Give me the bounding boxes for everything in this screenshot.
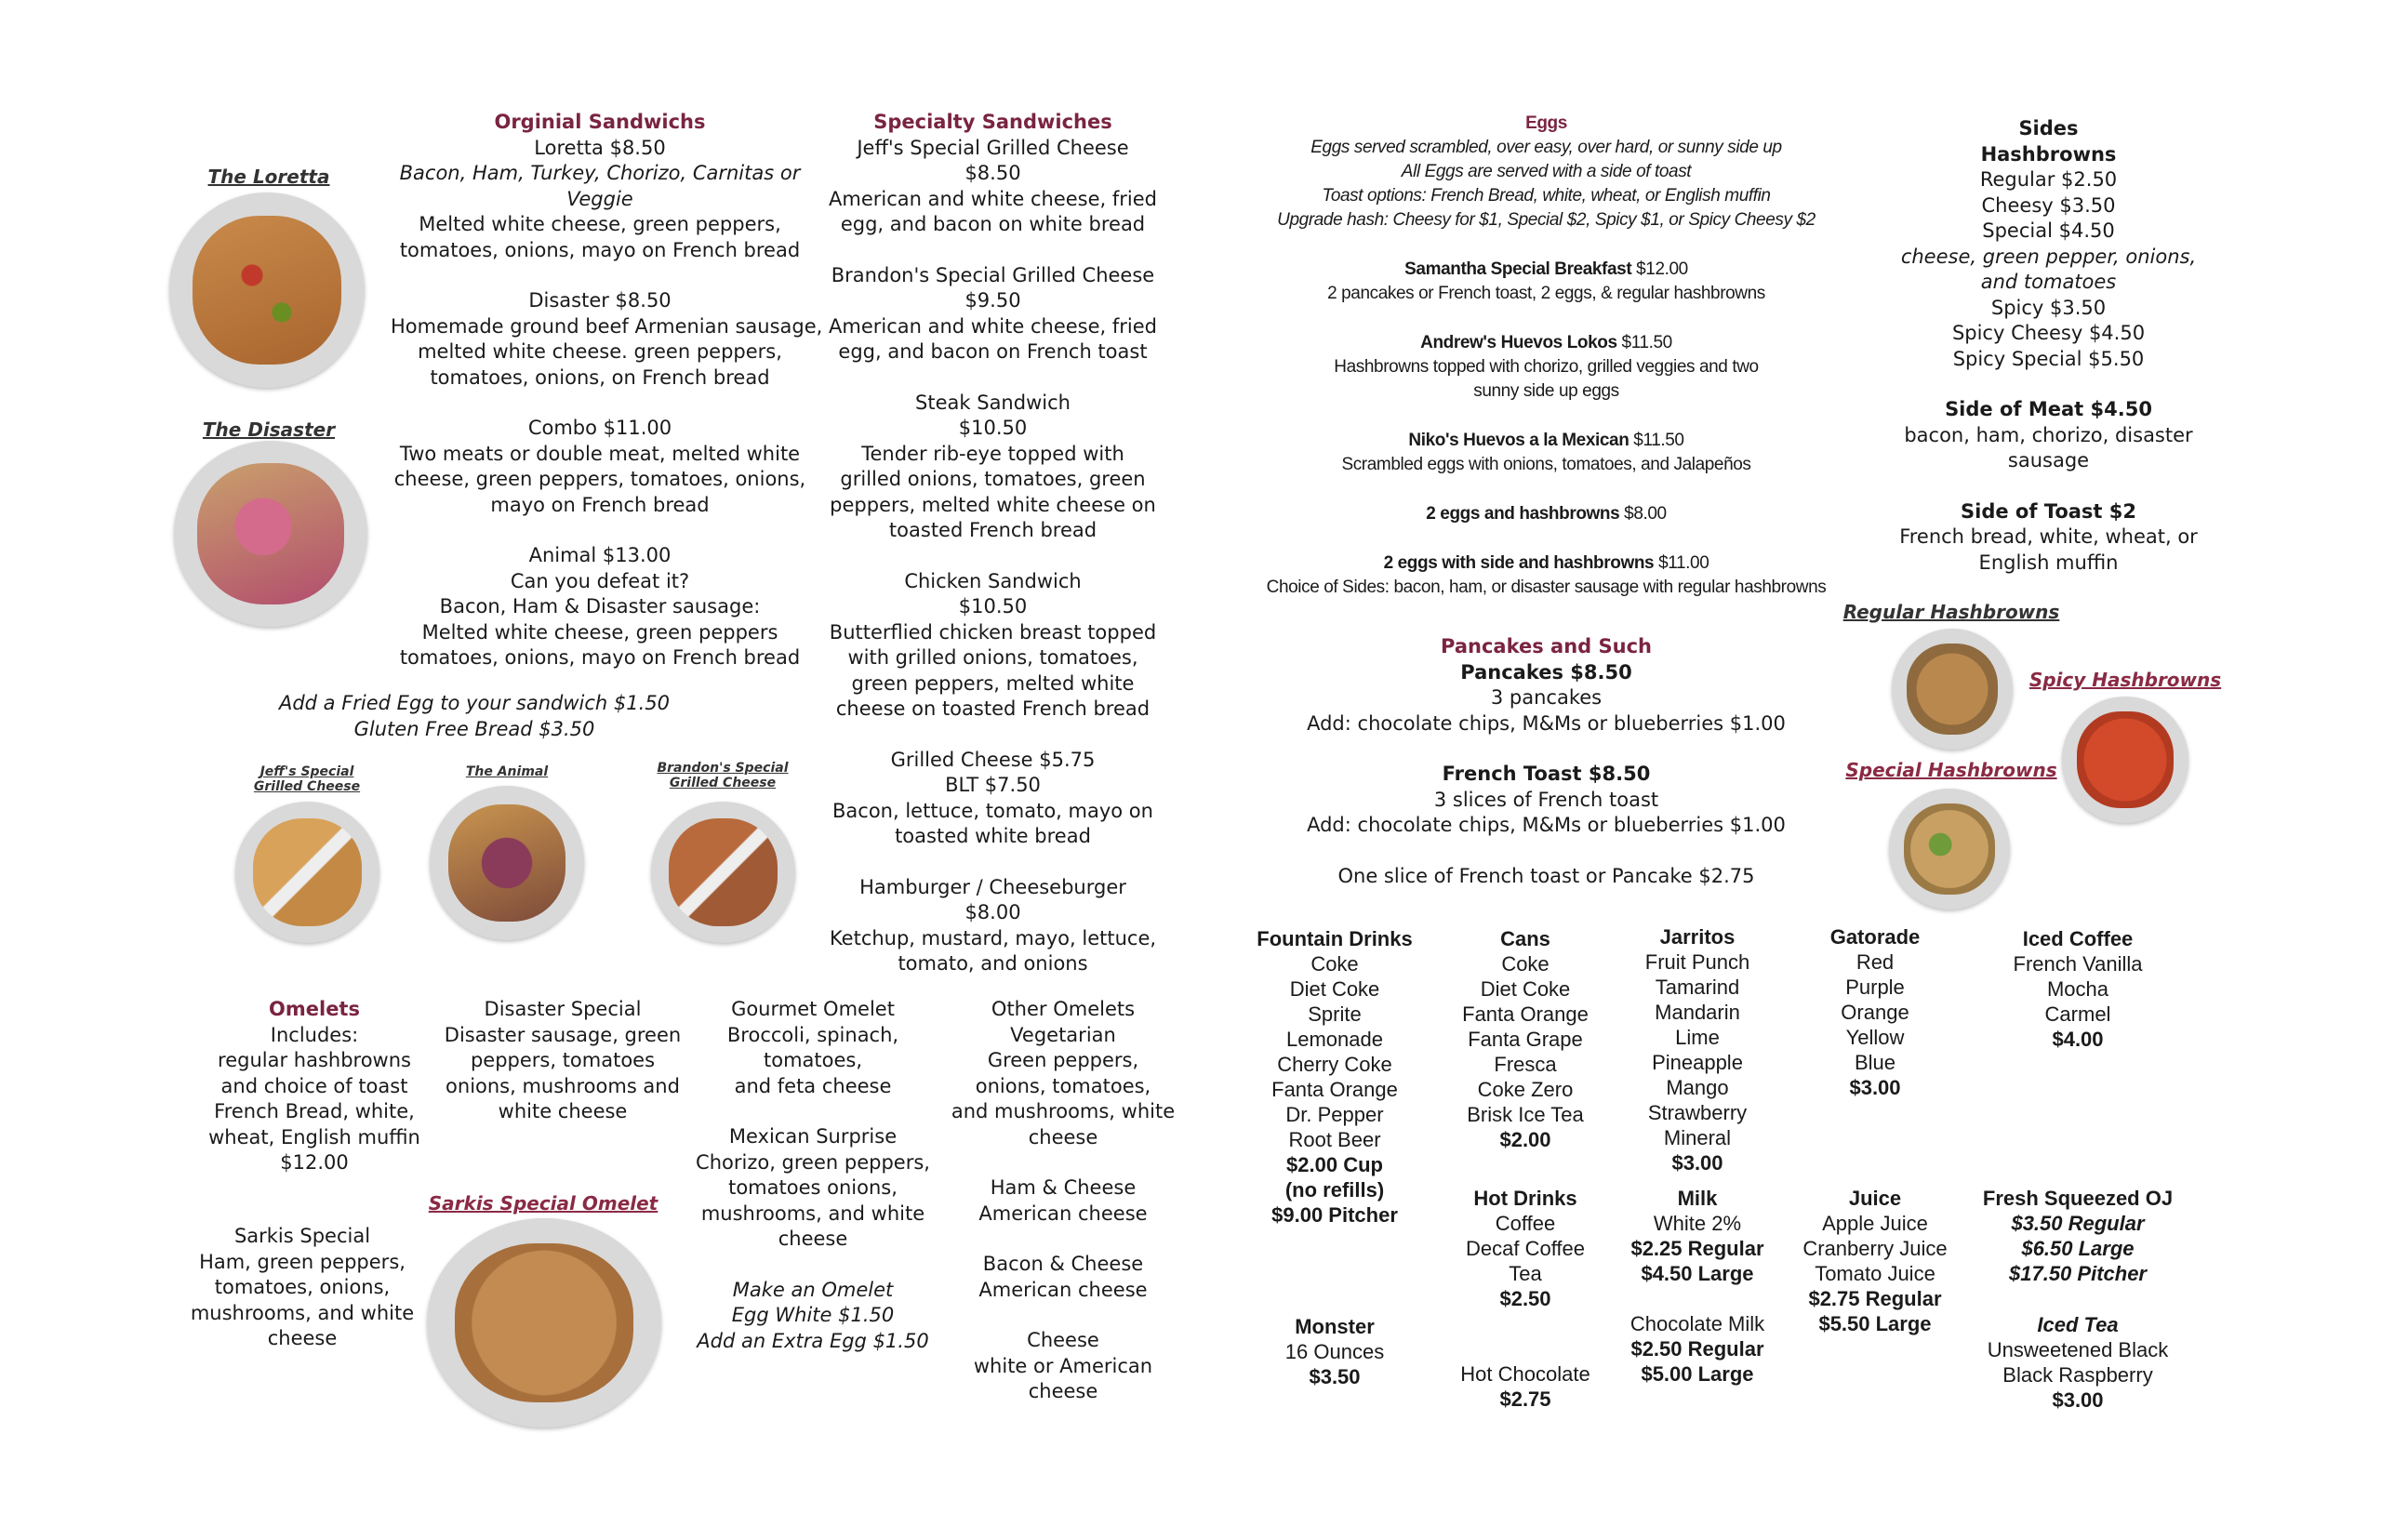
menu-line: Chocolate Milk bbox=[1629, 1312, 1765, 1335]
menu-line: American cheese bbox=[978, 1278, 1148, 1301]
menu-line: Orange bbox=[1841, 1001, 1909, 1024]
spacer bbox=[391, 391, 809, 416]
menu-line: Scrambled eggs with onions, tomatoes, and Jalapeños bbox=[1341, 455, 1751, 474]
menu-line: Eggs served scrambled, over easy, over hard, or sunny side up bbox=[1310, 138, 1782, 157]
menu-line: Disaster $8.50 bbox=[528, 289, 672, 312]
menu-line: mushrooms, and white bbox=[700, 1201, 925, 1225]
spacer bbox=[818, 723, 1167, 748]
animal-photo bbox=[430, 786, 584, 940]
menu-line: regular hashbrowns bbox=[218, 1049, 411, 1071]
menu-line: Add an Extra Egg $1.50 bbox=[697, 1329, 929, 1352]
spacer bbox=[1246, 477, 1846, 502]
menu-line: American cheese bbox=[978, 1201, 1148, 1225]
menu-line: Homemade ground beef Armenian sausage, bbox=[391, 314, 823, 338]
menu-line: egg, and bacon on white bread bbox=[840, 213, 1146, 235]
regular-hashbrowns-photo bbox=[1892, 629, 2013, 750]
menu-line: Green peppers, bbox=[987, 1049, 1139, 1071]
menu-line: $2.50 bbox=[1499, 1287, 1551, 1310]
sandwich-addons-note bbox=[260, 691, 688, 742]
menu-line: egg, and bacon on French toast bbox=[838, 340, 1148, 363]
menu-line: Melted white cheese, green peppers bbox=[421, 620, 778, 644]
spacer bbox=[1432, 1336, 1618, 1361]
iced-coffee-drinks bbox=[1966, 926, 2189, 1052]
menu-line: $2.75 Regular bbox=[1808, 1287, 1942, 1310]
spacer bbox=[942, 1150, 1184, 1175]
menu-line: Tamarind bbox=[1655, 976, 1740, 999]
menu-line: Yellow bbox=[1845, 1026, 1905, 1049]
menu-line: Make an Omelet bbox=[732, 1278, 894, 1301]
menu-line: Other Omelets bbox=[991, 998, 1136, 1020]
menu-line: Lime bbox=[1675, 1026, 1720, 1049]
menu-line: Animal $13.00 bbox=[528, 544, 672, 566]
menu-line: white cheese bbox=[498, 1100, 628, 1122]
section-title: Eggs bbox=[1525, 113, 1567, 133]
menu-line: Coke bbox=[1310, 952, 1359, 976]
menu-line: Mexican Surprise bbox=[728, 1125, 898, 1148]
menu-line: Cans bbox=[1500, 927, 1550, 950]
menu-line: tomatoes, onions, mayo on French bread bbox=[399, 238, 801, 261]
menu-line: sunny side up eggs bbox=[1473, 381, 1619, 401]
menu-line: Tea bbox=[1509, 1262, 1542, 1285]
brandons-photo-label: Brandon's Special Grilled Cheese bbox=[657, 761, 789, 790]
menu-line: Can you defeat it? bbox=[510, 569, 690, 592]
menu-line: Dr. Pepper bbox=[1285, 1103, 1384, 1126]
item-price: $12.00 bbox=[1631, 259, 1688, 279]
menu-line: $2.00 Cup bbox=[1286, 1153, 1383, 1176]
menu-line: 16 Ounces bbox=[1284, 1340, 1385, 1363]
iced-tea-drinks bbox=[1966, 1312, 2189, 1413]
item-price: $11.50 bbox=[1629, 431, 1684, 450]
menu-line: Ham, green peppers, bbox=[199, 1250, 406, 1273]
menu-line: cheese, green pepper, onions, bbox=[1900, 245, 2197, 268]
menu-line: American and white cheese, fried bbox=[829, 314, 1157, 338]
menu-line: Add: chocolate chips, M&Ms or blueberries $1.00 bbox=[1307, 711, 1786, 735]
menu-line: $4.50 Large bbox=[1641, 1262, 1754, 1285]
menu-line: Melted white cheese, green peppers, bbox=[419, 213, 781, 235]
menu-line: Iced Tea bbox=[2037, 1313, 2119, 1336]
menu-line: Apple Juice bbox=[1822, 1212, 1928, 1235]
menu-line: Add: chocolate chips, M&Ms or blueberries $1.00 bbox=[1307, 814, 1786, 836]
menu-line bbox=[1246, 331, 1846, 355]
menu-line: cheese on toasted French bread bbox=[835, 697, 1151, 720]
menu-line bbox=[1246, 429, 1846, 453]
menu-line: Grilled Cheese $5.75 bbox=[890, 748, 1096, 771]
menu-line: peppers, melted white cheese on bbox=[830, 493, 1156, 516]
menu-line: mushrooms, and white bbox=[190, 1301, 415, 1324]
menu-line: toasted white bread bbox=[895, 825, 1091, 847]
menu-line: peppers, tomatoes bbox=[470, 1049, 656, 1071]
menu-line: and choice of toast bbox=[220, 1074, 408, 1097]
menu-line: English muffin bbox=[1978, 551, 2119, 574]
menu-line: Fresh Squeezed OJ bbox=[1982, 1187, 2174, 1210]
menu-line: Loretta $8.50 bbox=[534, 136, 666, 159]
menu-line: sausage bbox=[2007, 449, 2090, 471]
menu-line: Diet Coke bbox=[1289, 977, 1380, 1001]
spacer bbox=[818, 238, 1167, 263]
loretta-photo-label: The Loretta bbox=[207, 166, 330, 188]
menu-line: Gourmet Omelet bbox=[731, 998, 895, 1020]
pancakes-section bbox=[1284, 634, 1809, 889]
menu-line: Juice bbox=[1848, 1187, 1902, 1210]
item-name: 2 eggs with side and hashbrowns bbox=[1383, 553, 1655, 573]
menu-line: Jeff's Special Grilled Cheese bbox=[857, 136, 1129, 159]
spacer bbox=[1604, 1286, 1790, 1311]
menu-line: Coke bbox=[1501, 952, 1550, 976]
menu-line: tomatoes, onions, mayo on French bread bbox=[399, 646, 801, 669]
spacer bbox=[1284, 839, 1809, 864]
menu-line: Spicy Cheesy $4.50 bbox=[1951, 322, 2146, 344]
spacer bbox=[391, 263, 809, 288]
menu-line: Ketchup, mustard, mayo, lettuce, bbox=[829, 926, 1157, 949]
menu-line: Disaster Special bbox=[484, 998, 642, 1020]
disaster-special-omelet bbox=[442, 997, 684, 1125]
menu-line: Fruit Punch bbox=[1644, 950, 1750, 974]
special-hashbrowns-photo bbox=[1889, 789, 2010, 909]
menu-line: $3.00 bbox=[1671, 1151, 1723, 1175]
menu-line: Brisk Ice Tea bbox=[1467, 1103, 1584, 1126]
menu-line: Blue bbox=[1854, 1051, 1896, 1074]
menu-line: $10.50 bbox=[958, 595, 1028, 617]
menu-line: Brandon's Special Grilled Cheese bbox=[831, 263, 1155, 286]
spacer bbox=[391, 518, 809, 543]
cans-drinks bbox=[1432, 926, 1618, 1152]
section-title: Orginial Sandwichs bbox=[494, 111, 706, 133]
menu-line: Includes: bbox=[270, 1023, 359, 1046]
jeffs-grilled-cheese-photo bbox=[235, 802, 379, 943]
regular-hashbrowns-label: Regular Hashbrowns bbox=[1842, 601, 2060, 623]
brandons-grilled-cheese-photo bbox=[651, 802, 795, 943]
menu-line: French Vanilla bbox=[2013, 952, 2143, 976]
menu-line bbox=[1246, 551, 1846, 576]
menu-line: Pancakes $8.50 bbox=[1460, 660, 1632, 684]
menu-line: white or American bbox=[973, 1354, 1153, 1377]
menu-line: Jarritos bbox=[1659, 925, 1736, 949]
menu-line: tomatoes, onions, bbox=[214, 1276, 391, 1298]
menu-line: Side of Toast $2 bbox=[1961, 499, 2136, 523]
menu-line: Special $4.50 bbox=[1982, 219, 2115, 242]
menu-line: Egg White $1.50 bbox=[731, 1304, 895, 1326]
menu-line: White 2% bbox=[1653, 1212, 1742, 1235]
menu-line: Vegetarian bbox=[1010, 1023, 1116, 1046]
section-title: Specialty Sandwiches bbox=[873, 111, 1112, 133]
menu-line: Coke Zero bbox=[1477, 1078, 1574, 1101]
spacer bbox=[1888, 372, 2209, 397]
spacer bbox=[1888, 474, 2209, 499]
section-title: Omelets bbox=[269, 998, 360, 1020]
spicy-hashbrowns-label: Spicy Hashbrowns bbox=[2029, 669, 2222, 691]
sarkis-special-omelet bbox=[181, 1224, 423, 1352]
other-omelets bbox=[942, 997, 1184, 1405]
menu-line: American and white cheese, fried bbox=[829, 187, 1157, 210]
menu-line: Two meats or double meat, melted white bbox=[399, 442, 801, 465]
menu-line bbox=[1246, 502, 1846, 526]
spacer bbox=[1432, 1311, 1618, 1336]
menu-line: $12.00 bbox=[280, 1151, 349, 1174]
spacer bbox=[692, 1099, 934, 1124]
menu-line: $5.50 Large bbox=[1818, 1312, 1932, 1335]
spacer bbox=[1284, 737, 1809, 762]
menu-line: Mango bbox=[1666, 1076, 1729, 1099]
menu-line: Steak Sandwich bbox=[915, 391, 1071, 414]
menu-line: Black Raspberry bbox=[2002, 1363, 2153, 1387]
menu-line: Broccoli, spinach, bbox=[726, 1023, 899, 1046]
menu-line: Cherry Coke bbox=[1277, 1053, 1392, 1076]
menu-line: Fanta Grape bbox=[1468, 1028, 1583, 1051]
menu-line: Hashbrowns topped with chorizo, grilled veggies and two bbox=[1334, 357, 1759, 377]
spacer bbox=[1246, 404, 1846, 429]
menu-line: Coffee bbox=[1495, 1212, 1556, 1235]
juice-drinks bbox=[1782, 1186, 1968, 1336]
menu-line: Add a Fried Egg to your sandwich $1.50 bbox=[278, 692, 671, 714]
omelets-section bbox=[193, 997, 435, 1176]
jarritos-drinks bbox=[1604, 924, 1790, 1175]
hot-drinks bbox=[1432, 1186, 1618, 1412]
menu-line: Hashbrowns bbox=[1980, 142, 2117, 166]
menu-line: cheese bbox=[267, 1327, 338, 1349]
menu-line: Spicy $3.50 bbox=[1990, 296, 2107, 319]
menu-line: and mushrooms, white bbox=[951, 1100, 1176, 1122]
menu-line: Tomato Juice bbox=[1815, 1262, 1935, 1285]
eggs-section bbox=[1246, 112, 1846, 600]
fountain-drinks bbox=[1242, 926, 1428, 1228]
menu-line: cheese bbox=[1028, 1125, 1098, 1148]
menu-line: $8.00 bbox=[964, 901, 1021, 923]
menu-line: Mineral bbox=[1663, 1126, 1732, 1149]
menu-line: Iced Coffee bbox=[2022, 927, 2134, 950]
menu-line: Hot Chocolate bbox=[1460, 1362, 1590, 1386]
menu-line: Sides bbox=[2018, 117, 2079, 139]
menu-line: Bacon, Ham & Disaster sausage: bbox=[439, 595, 761, 617]
menu-line: cheese bbox=[778, 1228, 848, 1250]
disaster-photo bbox=[174, 441, 367, 627]
menu-line: toasted French bread bbox=[888, 519, 1097, 541]
menu-line: melted white cheese. green peppers, bbox=[418, 340, 782, 363]
menu-line: Hamburger / Cheeseburger bbox=[859, 875, 1126, 898]
menu-line: $10.50 bbox=[958, 417, 1028, 439]
menu-line: Fanta Orange bbox=[1271, 1078, 1398, 1101]
menu-line: $4.00 bbox=[2052, 1028, 2104, 1051]
menu-line: French Toast $8.50 bbox=[1442, 763, 1651, 785]
menu-line: Bacon, lettuce, tomato, mayo on bbox=[832, 799, 1153, 822]
menu-line: and feta cheese bbox=[734, 1074, 892, 1097]
menu-line: Chicken Sandwich bbox=[904, 569, 1082, 592]
loretta-photo bbox=[169, 192, 365, 388]
menu-line: $3.50 Regular bbox=[2011, 1212, 2145, 1235]
menu-line: Cranberry Juice bbox=[1802, 1237, 1948, 1260]
gourmet-omelets bbox=[692, 997, 934, 1354]
menu-line: with grilled onions, tomatoes, bbox=[847, 646, 1138, 669]
menu-line: Bacon, Ham, Turkey, Chorizo, Carnitas or bbox=[399, 162, 801, 184]
menu-line: tomatoes, onions, on French bread bbox=[430, 365, 770, 389]
spacer bbox=[818, 850, 1167, 875]
menu-line: Sprite bbox=[1308, 1002, 1362, 1026]
menu-line: Strawberry bbox=[1647, 1101, 1748, 1124]
sarkis-photo-label: Sarkis Special Omelet bbox=[428, 1192, 658, 1215]
menu-line: Decaf Coffee bbox=[1465, 1237, 1585, 1260]
disaster-photo-label: The Disaster bbox=[202, 418, 336, 441]
spicy-hashbrowns-photo bbox=[2062, 697, 2188, 823]
specialty-sandwiches-section bbox=[818, 110, 1167, 977]
menu-line: Pineapple bbox=[1652, 1051, 1743, 1074]
item-name: Niko's Huevos a la Mexican bbox=[1408, 431, 1629, 450]
menu-line: onions, mushrooms and bbox=[446, 1074, 680, 1097]
jeffs-photo-label: Jeff's Special Grilled Cheese bbox=[253, 764, 361, 794]
menu-line: One slice of French toast or Pancake $2.75 bbox=[1337, 864, 1755, 887]
menu-line: Monster bbox=[1295, 1315, 1375, 1338]
spacer bbox=[942, 1227, 1184, 1252]
menu-line: $3.50 bbox=[1309, 1365, 1361, 1388]
milk-drinks bbox=[1604, 1186, 1790, 1387]
menu-line: Root Beer bbox=[1288, 1128, 1381, 1151]
menu-line: Side of Meat $4.50 bbox=[1945, 398, 2152, 420]
animal-photo-label: The Animal bbox=[465, 764, 549, 779]
menu-line: Cheesy $3.50 bbox=[1981, 193, 2116, 217]
sides-section bbox=[1888, 116, 2209, 576]
menu-line: Fresca bbox=[1494, 1053, 1557, 1076]
menu-line: $3.00 bbox=[1849, 1076, 1901, 1099]
menu-line: $6.50 Large bbox=[2021, 1237, 2135, 1260]
menu-line: Ham & Cheese bbox=[990, 1176, 1137, 1199]
menu-line: Purple bbox=[1845, 976, 1905, 999]
menu-line: Lemonade bbox=[1286, 1028, 1383, 1051]
menu-line: Milk bbox=[1677, 1187, 1718, 1210]
spacer bbox=[1246, 306, 1846, 331]
menu-line: French bread, white, wheat, or bbox=[1899, 525, 2198, 548]
menu-line: grilled onions, tomatoes, green bbox=[840, 468, 1146, 490]
menu-line: BLT $7.50 bbox=[945, 774, 1041, 796]
menu-line: Carmel bbox=[2044, 1002, 2111, 1026]
menu-line: Bacon & Cheese bbox=[982, 1253, 1144, 1275]
menu-line: Veggie bbox=[566, 187, 633, 210]
item-price: $8.00 bbox=[1619, 504, 1667, 524]
menu-line: $2.75 bbox=[1499, 1387, 1551, 1411]
menu-line: green peppers, melted white bbox=[851, 671, 1135, 695]
item-name: Andrew's Huevos Lokos bbox=[1420, 333, 1617, 352]
menu-line: tomatoes, bbox=[763, 1049, 863, 1071]
menu-line: 2 pancakes or French toast, 2 eggs, & regular hashbrowns bbox=[1327, 284, 1765, 303]
menu-line: bacon, ham, chorizo, disaster bbox=[1904, 423, 2193, 446]
monster-drink bbox=[1242, 1314, 1428, 1389]
menu-line: Fanta Orange bbox=[1462, 1002, 1589, 1026]
menu-line: $8.50 bbox=[964, 162, 1021, 184]
spacer bbox=[942, 1303, 1184, 1328]
item-price: $11.50 bbox=[1616, 333, 1672, 352]
menu-line: Cheese bbox=[1027, 1329, 1099, 1351]
menu-line: $9.00 Pitcher bbox=[1271, 1203, 1398, 1227]
menu-line: $9.50 bbox=[964, 289, 1021, 312]
menu-line: $3.00 bbox=[2052, 1388, 2104, 1412]
menu-line: Diet Coke bbox=[1480, 977, 1571, 1001]
menu-line: Hot Drinks bbox=[1473, 1187, 1577, 1210]
menu-line: $5.00 Large bbox=[1641, 1362, 1754, 1386]
menu-line: Red bbox=[1856, 950, 1895, 974]
spacer bbox=[1246, 526, 1846, 551]
menu-line: $2.50 Regular bbox=[1630, 1337, 1764, 1361]
fresh-oj-drinks bbox=[1966, 1186, 2189, 1286]
sarkis-omelet-photo bbox=[427, 1218, 661, 1427]
menu-line: Upgrade hash: Cheesy for $1, Special $2, Spicy $1, or Spicy Cheesy $2 bbox=[1277, 210, 1816, 230]
menu-line: Toast options: French Bread, white, wheat, or English muffin bbox=[1322, 186, 1771, 206]
menu-line: tomatoes onions, bbox=[728, 1176, 898, 1199]
menu-line: and tomatoes bbox=[1980, 271, 2117, 293]
menu-line: Disaster sausage, green bbox=[444, 1023, 682, 1046]
gatorade-drinks bbox=[1782, 924, 1968, 1100]
section-title: Pancakes and Such bbox=[1441, 635, 1652, 657]
menu-line: mayo on French bread bbox=[490, 493, 710, 516]
menu-line: Gatorade bbox=[1829, 925, 1921, 949]
menu-line: Combo $11.00 bbox=[527, 417, 672, 439]
menu-line: Regular $2.50 bbox=[1979, 168, 2118, 191]
menu-line: Spicy Special $5.50 bbox=[1952, 347, 2145, 370]
menu-line: $2.00 bbox=[1499, 1128, 1551, 1151]
menu-line: Butterflied chicken breast topped bbox=[829, 620, 1157, 644]
menu-line: Chorizo, green peppers, bbox=[696, 1150, 930, 1174]
spacer bbox=[818, 544, 1167, 569]
menu-line: onions, tomatoes, bbox=[975, 1074, 1151, 1097]
item-name: Samantha Special Breakfast bbox=[1404, 259, 1632, 279]
item-price: $11.00 bbox=[1654, 553, 1709, 573]
menu-line: 3 pancakes bbox=[1490, 686, 1603, 709]
menu-line: All Eggs are served with a side of toast bbox=[1401, 162, 1692, 181]
menu-line: Unsweetened Black bbox=[1987, 1338, 2169, 1361]
menu-line: tomato, and onions bbox=[898, 952, 1088, 975]
menu-line: Sarkis Special bbox=[233, 1225, 371, 1247]
menu-line: (no refills) bbox=[1284, 1178, 1385, 1201]
menu-line: $17.50 Pitcher bbox=[2009, 1262, 2147, 1285]
menu-line: cheese bbox=[1028, 1380, 1098, 1402]
menu-line: Mocha bbox=[2046, 977, 2109, 1001]
menu-line: Mandarin bbox=[1655, 1001, 1740, 1024]
menu-line: wheat, English muffin bbox=[208, 1125, 420, 1148]
menu-line: Tender rib-eye topped with bbox=[861, 442, 1124, 465]
menu-line: Fountain Drinks bbox=[1257, 927, 1413, 950]
menu-line: French Bread, white, bbox=[214, 1100, 415, 1122]
spacer bbox=[692, 1253, 934, 1278]
menu-line: $2.25 Regular bbox=[1630, 1237, 1764, 1260]
special-hashbrowns-label: Special Hashbrowns bbox=[1845, 759, 2057, 781]
spacer bbox=[1246, 232, 1846, 258]
menu-line: cheese, green peppers, tomatoes, onions, bbox=[393, 468, 806, 490]
menu-line: Choice of Sides: bacon, ham, or disaster sausage with regular hashbrowns bbox=[1266, 578, 1827, 597]
item-name: 2 eggs and hashbrowns bbox=[1426, 504, 1620, 524]
menu-line: Gluten Free Bread $3.50 bbox=[353, 717, 595, 740]
spacer bbox=[818, 365, 1167, 391]
menu-line bbox=[1246, 258, 1846, 282]
menu-line: 3 slices of French toast bbox=[1433, 788, 1659, 811]
original-sandwiches-section bbox=[391, 110, 823, 671]
